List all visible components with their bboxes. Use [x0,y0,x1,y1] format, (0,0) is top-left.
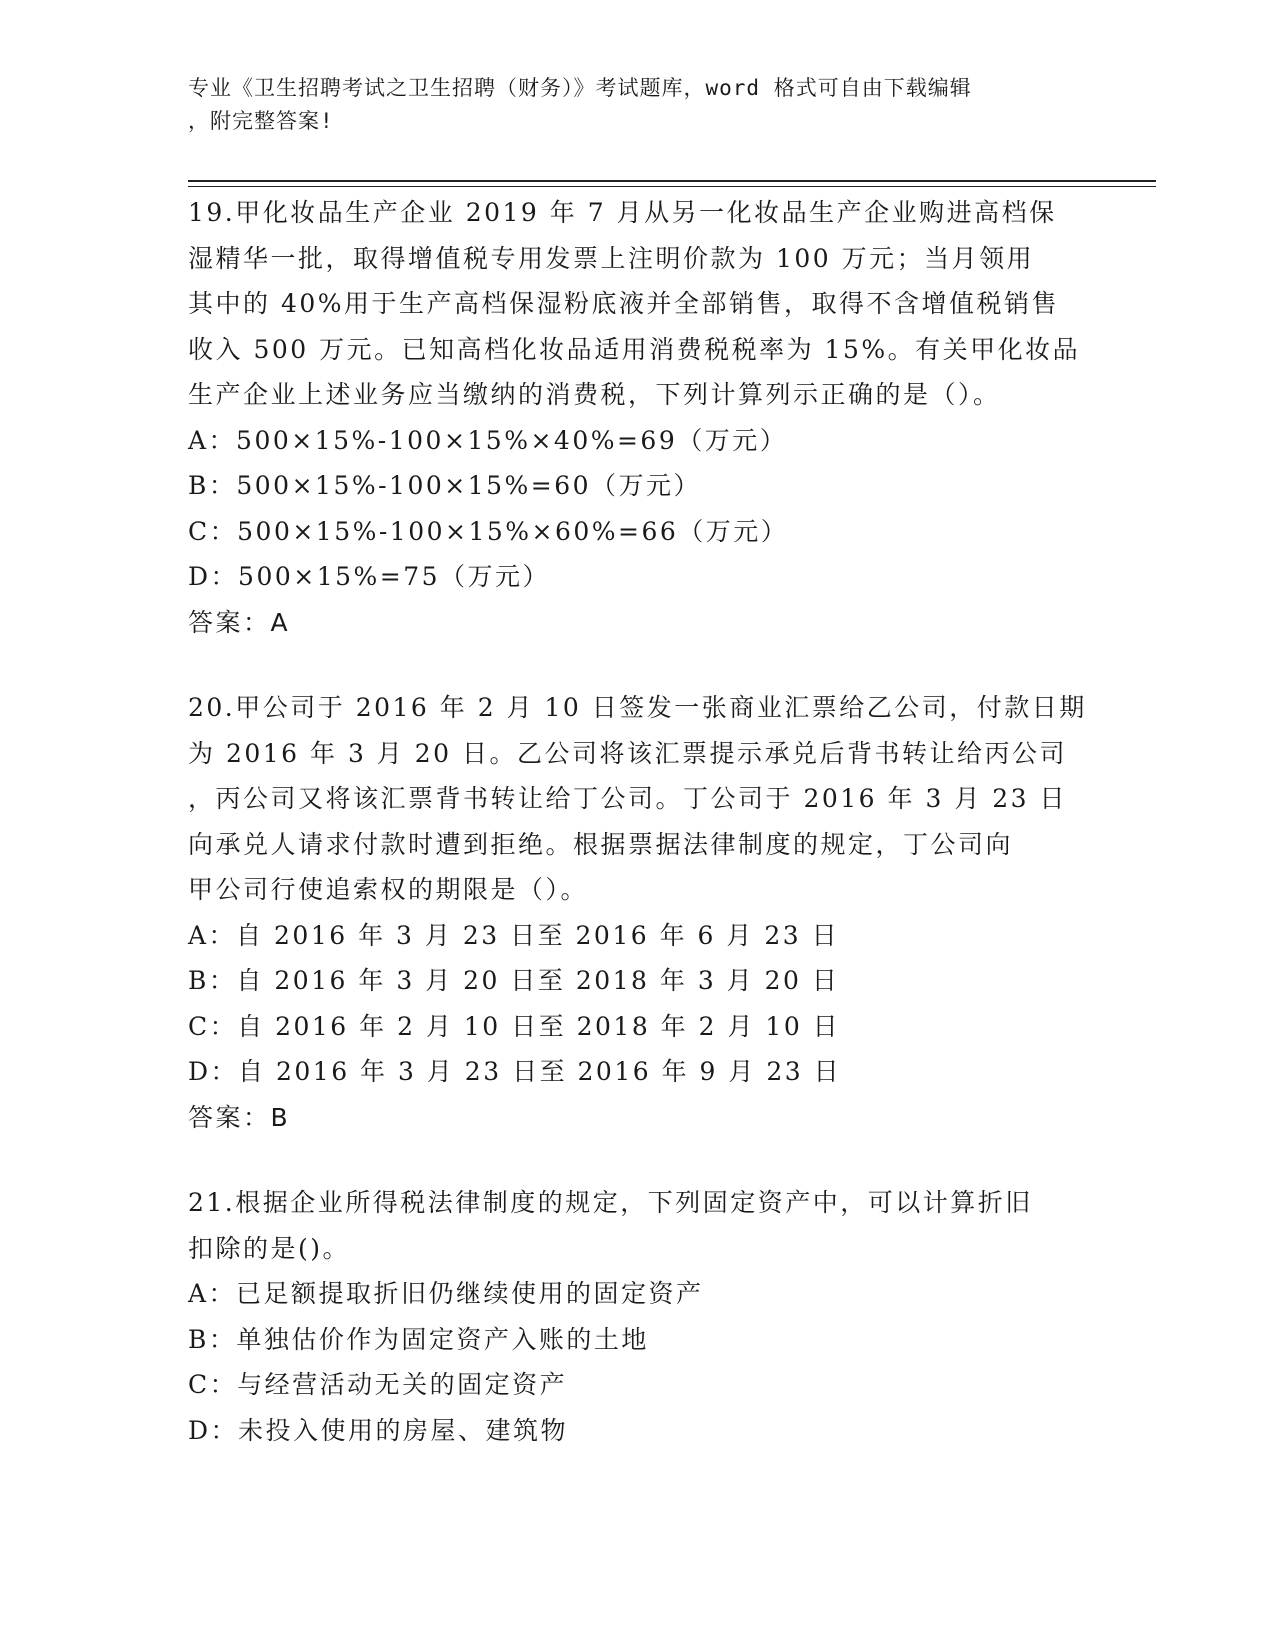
question-stem-line: 收入 500 万元。已知高档化妆品适用消费税税率为 15%。有关甲化妆品 [188,334,1081,364]
header-line-1: 专业《卫生招聘考试之卫生招聘（财务）》考试题库，word 格式可自由下载编辑 [188,76,972,100]
option-a: A：自 2016 年 3 月 23 日至 2016 年 6 月 23 日 [188,920,840,950]
question-stem-line: 扣除的是()。 [188,1233,351,1263]
option-d: D：自 2016 年 3 月 23 日至 2016 年 9 月 23 日 [188,1057,842,1086]
question-21 [188,1180,1148,1453]
option-d: D：未投入使用的房屋、建筑物 [188,1415,569,1445]
option-c: C：自 2016 年 2 月 10 日至 2018 年 2 月 10 日 [188,1011,841,1041]
option-a: A：已足额提取折旧仍继续使用的固定资产 [188,1279,704,1308]
question-stem-line: 甲公司行使追索权的期限是（）。 [188,875,589,904]
question-stem-line: 21.根据企业所得税法律制度的规定，下列固定资产中，可以计算折旧 [188,1188,1033,1217]
question-stem-line: 向承兑人请求付款时遭到拒绝。根据票据法律制度的规定，丁公司向 [188,829,1014,859]
option-b: B：500×15%-100×15%=60（万元） [188,471,702,500]
option-b: B：自 2016 年 3 月 20 日至 2018 年 3 月 20 日 [188,966,840,995]
option-d: D：500×15%=75（万元） [188,562,551,591]
question-stem-line: 湿精华一批，取得增值税专用发票上注明价款为 100 万元；当月领用 [188,243,1035,273]
question-stem-line: ，丙公司又将该汇票背书转让给丁公司。丁公司于 2016 年 3 月 23 日 [188,784,1068,813]
question-19 [188,190,1148,645]
question-stem-line: 生产企业上述业务应当缴纳的消费税，下列计算列示正确的是（）。 [188,380,1001,409]
question-stem-line: 19.甲化妆品生产企业 2019 年 7 月从另一化妆品生产企业购进高档保 [188,198,1057,227]
question-stem-line: 20.甲公司于 2016 年 2 月 10 日签发一张商业汇票给乙公司，付款日期 [188,693,1087,722]
question-stem-line: 其中的 40%用于生产高档保湿粉底液并全部销售，取得不含增值税销售 [188,289,1060,318]
document-header [188,72,1088,138]
header-line-2: ，附完整答案! [188,109,334,133]
answer-label: 答案：A [188,607,291,637]
option-b: B：单独估价作为固定资产入账的土地 [188,1324,649,1354]
option-c: C：与经营活动无关的固定资产 [188,1370,568,1399]
option-c: C：500×15%-100×15%×60%=66（万元） [188,516,789,546]
header-divider-thick [188,180,1156,182]
answer-label: 答案：B [188,1102,291,1132]
question-list [188,190,1148,1493]
header-divider-thin [188,186,1156,187]
question-20 [188,685,1148,1140]
question-stem-line: 为 2016 年 3 月 20 日。乙公司将该汇票提示承兑后背书转让给丙公司 [188,738,1068,768]
option-a: A：500×15%-100×15%×40%=69（万元） [188,425,788,455]
